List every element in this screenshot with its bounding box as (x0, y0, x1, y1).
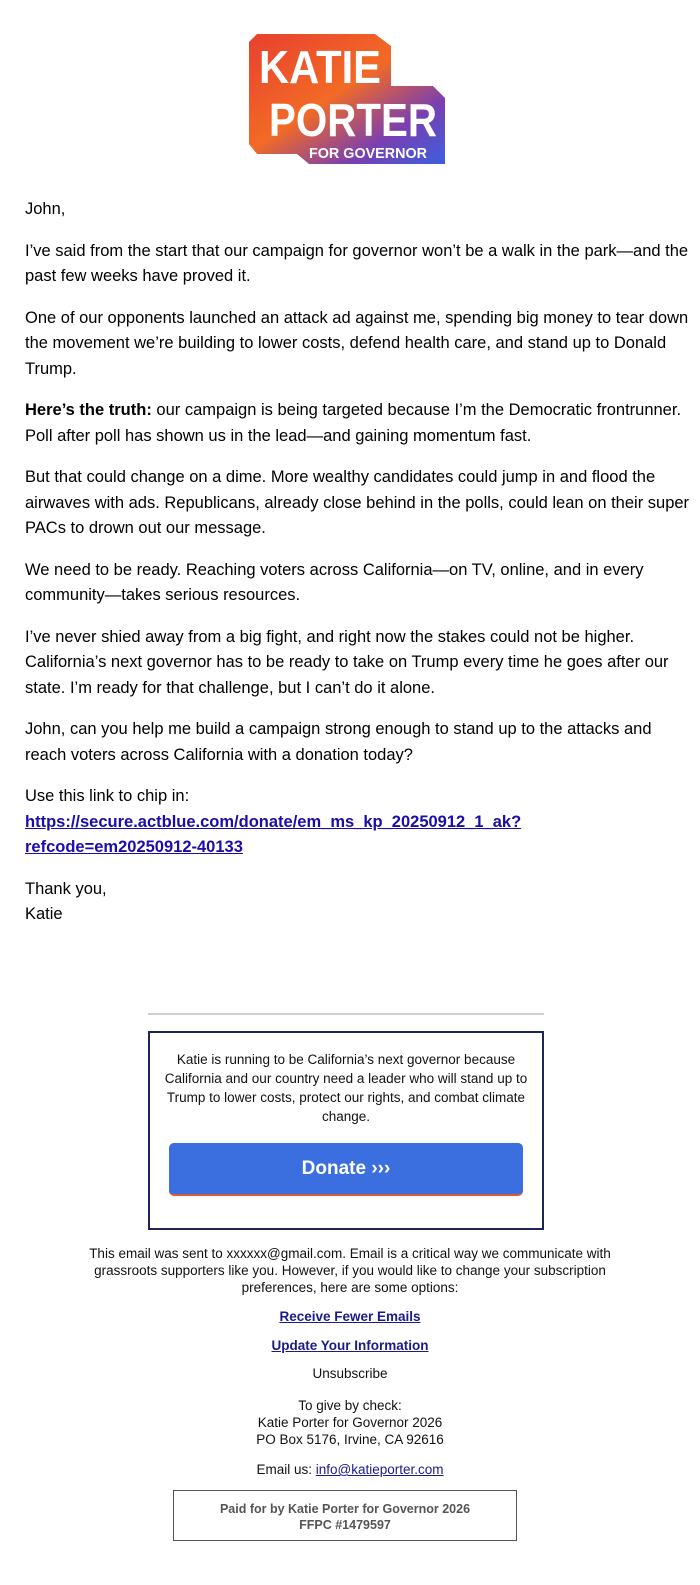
check-line3: PO Box 5176, Irvine, CA 92616 (256, 1432, 444, 1447)
update-information-link[interactable]: Update Your Information (271, 1338, 429, 1353)
paid-line2: FFPC #1479597 (299, 1518, 391, 1532)
check-line2: Katie Porter for Governor 2026 (257, 1415, 443, 1430)
paragraph-3-bold: Here’s the truth: (25, 401, 152, 419)
divider (148, 1013, 544, 1015)
signoff-name: Katie (25, 905, 63, 923)
paid-for-disclaimer (173, 1490, 517, 1541)
callout-box (148, 1031, 544, 1230)
greeting: John, (25, 200, 66, 218)
unsubscribe-link[interactable]: Unsubscribe (312, 1366, 388, 1381)
signoff (25, 877, 695, 928)
mailing-address (60, 1397, 640, 1448)
paragraph-3 (25, 398, 695, 449)
paragraph-4: But that could change on a dime. More wealthy candidates could jump in and flood the airwaves with ads. Republicans, already close behind in the polls, could lean on their super PACs to drown out our message. (25, 468, 690, 537)
donate-link-line1: https://secure.actblue.com/donate/em_ms_kp_20250912_1_ak? (25, 812, 522, 831)
donate-link-intro: Use this link to chip in: (25, 787, 190, 805)
paragraph-6: I’ve never shied away from a big fight, and right now the stakes could not be higher. California’s next governor has to be ready to take on Trump every time he goes after our state. I’m ready for that challenge, but I can’t do it alone. (25, 627, 669, 697)
campaign-logo (247, 32, 447, 168)
footer-update-info-row (60, 1337, 640, 1354)
paid-line1: Paid for by Katie Porter for Governor 2026 (219, 1502, 471, 1516)
paragraph-2: One of our opponents launched an attack ad against me, spending big money to tear down the movement we’re building to lower costs, defend health care, and stand up to Donald Trump. (25, 308, 689, 378)
email-label: Email us: (256, 1462, 316, 1477)
logo-line1: KATIE (259, 41, 381, 93)
donate-link[interactable] (25, 813, 521, 857)
paragraph-1: I’ve said from the start that our campaign for governor won’t be a walk in the park—and the past few weeks have proved it. (25, 241, 689, 285)
footer-notice: This email was sent to xxxxxx@gmail.com. Email is a critical way we communicate with grassroots supporters like you. However, if you would like to change your subscription preferences, here are some options: (89, 1246, 611, 1295)
signoff-line1: Thank you, (25, 879, 107, 898)
donate-button[interactable]: Donate ››› (169, 1143, 523, 1196)
donate-link-line2: refcode=em20250912-40133 (25, 838, 243, 856)
contact-email-link[interactable]: info@katieporter.com (315, 1462, 444, 1477)
logo-line3: FOR GOVERNOR (309, 146, 428, 162)
letter-body (25, 197, 695, 944)
logo-line2: PORTER (269, 94, 437, 146)
check-line1: To give by check: (298, 1398, 402, 1413)
paragraph-3-rest: our campaign is being targeted because I’m the Democratic frontrunner. Poll after poll has shown us in the lead—and gaining momentum fast. (25, 401, 682, 445)
logo-graphic (247, 32, 447, 168)
donate-link-paragraph (25, 784, 695, 861)
contact-email-row (60, 1461, 640, 1478)
paragraph-5: We need to be ready. Reaching voters across California—on TV, online, and in every community—takes serious resources. (25, 560, 644, 604)
callout-text: Katie is running to be California’s next governor because California and our country need a leader who will stand up to Trump to lower costs, protect our rights, and combat climate change. (164, 1052, 528, 1124)
receive-fewer-emails-link[interactable]: Receive Fewer Emails (279, 1309, 421, 1324)
footer-fewer-emails-row (60, 1308, 640, 1325)
paragraph-7: John, can you help me build a campaign strong enough to stand up to the attacks and reach voters across California with a donation today? (25, 720, 652, 764)
